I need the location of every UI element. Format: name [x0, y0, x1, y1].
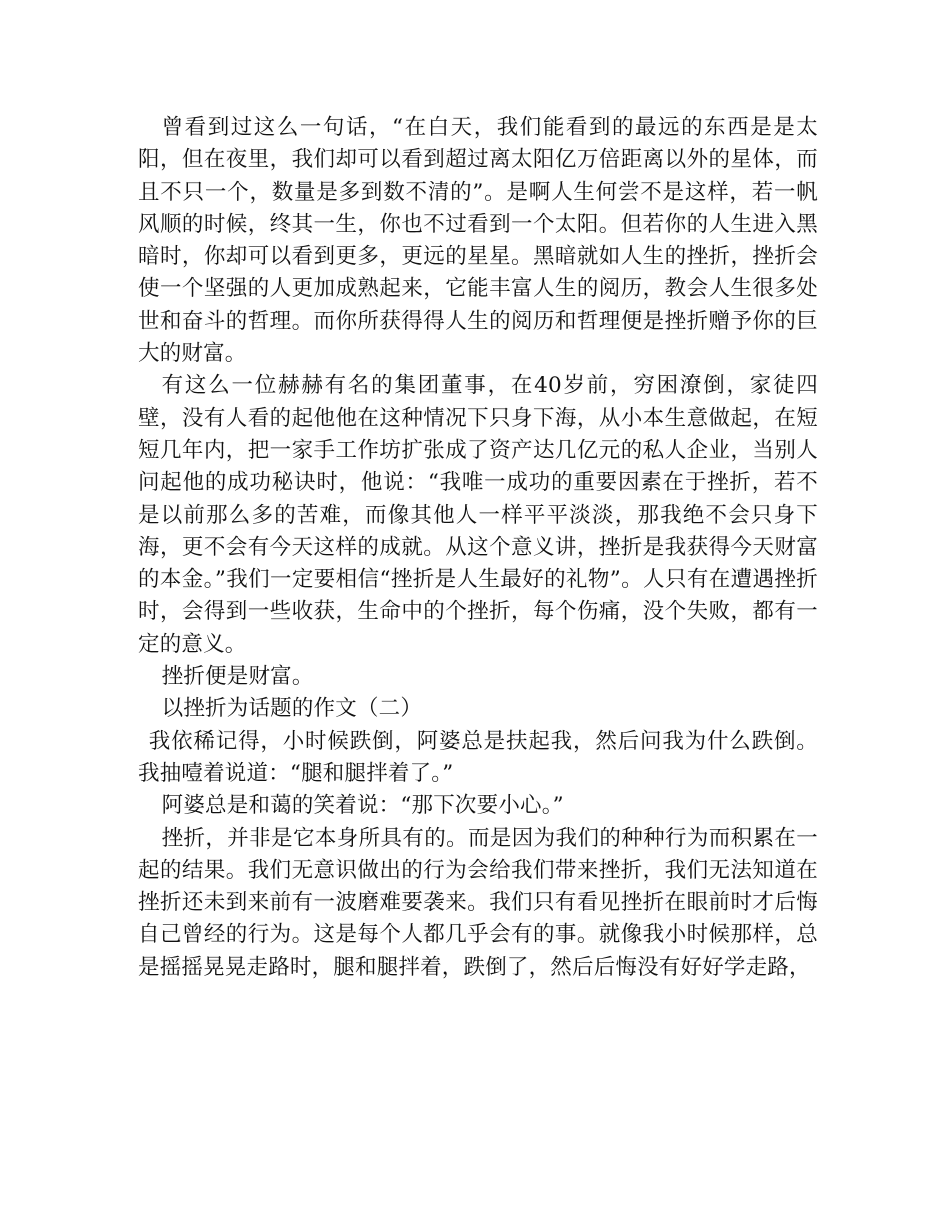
paragraph-6: 阿婆总是和蔼的笑着说：“那下次要小心。”	[161, 793, 564, 819]
paragraph-7: 挫折，并非是它本身所具有的。而是因为我们的种种行为而积累在一起的结果。我们无意识做出的行为会给我们带来挫折，我们无法知道在挫折还未到来前有一波磨难要袭来。我们只有看见挫折在眼前时才后悔自己曾经的行为。这是每个人都几乎会有的事。就像我小时候那样，总是摇摇晃晃走路时，腿和腿拌着，跌倒了，然后后悔没有好好学走路，	[138, 825, 818, 980]
essay-subtitle: 以挫折为话题的作文（二）	[161, 696, 423, 722]
paragraph-5: 我依稀记得，小时候跌倒，阿婆总是扶起我，然后问我为什么跌倒。我抽噎着说道：“腿和腿拌着了。”	[138, 728, 818, 786]
paragraph-3: 挫折便是财富。	[161, 664, 314, 690]
paragraph-2: 有这么一位赫赫有名的集团董事，在40岁前，穷困潦倒，家徒四壁，没有人看的起他他在这种情况下只身下海，从小本生意做起，在短短几年内，把一家手工作坊扩张成了资产达几亿元的私人企业，当别人问起他的成功秘诀时，他说：“我唯一成功的重要因素在于挫折，若不是以前那么多的苦难，而像其他人一样平平淡淡，那我绝不会只身下海，更不会有今天这样的成就。从这个意义讲，挫折是我获得今天财富的本金。”我们一定要相信“挫折是人生最好的礼物”。人只有在遭遇挫折时，会得到一些收获，生命中的个挫折，每个伤痛，没个失败，都有一定的意义。	[138, 373, 818, 657]
document-page	[138, 112, 818, 984]
paragraph-1: 曾看到过这么一句话，“在白天，我们能看到的最远的东西是是太阳，但在夜里，我们却可以看到超过离太阳亿万倍距离以外的星体，而且不只一个，数量是多到数不清的”。是啊人生何尝不是这样，若一帆风顺的时候，终其一生，你也不过看到一个太阳。但若你的人生进入黑暗时，你却可以看到更多，更远的星星。黑暗就如人生的挫折，挫折会使一个坚强的人更加成熟起来，它能丰富人生的阅历，教会人生很多处世和奋斗的哲理。而你所获得得人生的阅历和哲理便是挫折赠予你的巨大的财富。	[138, 115, 818, 367]
